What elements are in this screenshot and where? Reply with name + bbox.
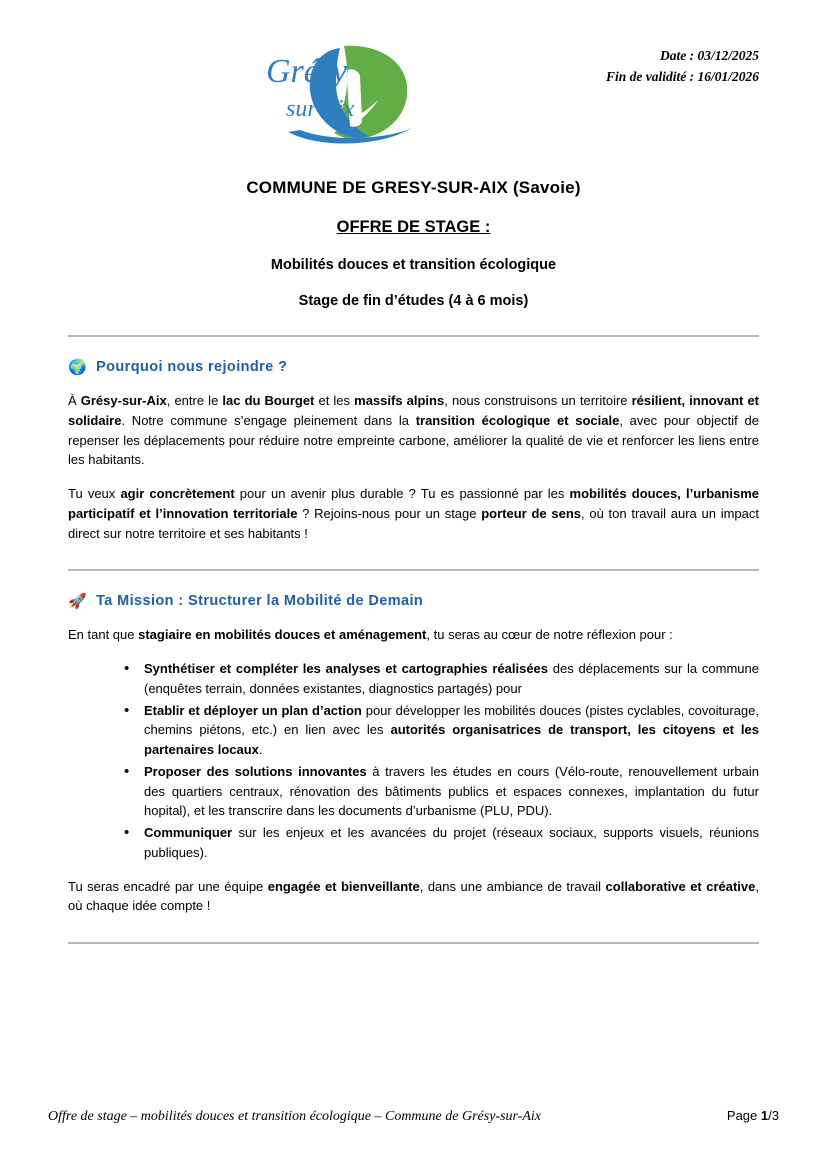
footer-text: Offre de stage – mobilités douces et transition écologique – Commune de Grésy-sur-Aix (48, 1109, 542, 1124)
document-header (68, 30, 759, 150)
rocket-icon: 🚀 (68, 592, 88, 610)
paragraph-mission-outro: Tu seras encadré par une équipe engagée et bienveillante, dans une ambiance de travail collaborative et créative, où chaque idée compte ! (68, 878, 759, 914)
date-block (606, 46, 759, 88)
section-heading-why-label: Pourquoi nous rejoindre ? (96, 359, 288, 375)
footer-page-total: 3 (771, 1108, 779, 1123)
section-why-join (68, 359, 759, 543)
list-item: • Synthétiser et compléter les analyses et cartographies réalisées des déplacements sur la commune (enquêtes terrain, données existantes, diagnostics partagés) pour (124, 659, 759, 699)
validity-label: Fin de validité : 16/01/2026 (606, 68, 759, 84)
logo-text-line2: sur Aix (286, 96, 355, 122)
offer-title: OFFRE DE STAGE : (336, 218, 491, 236)
section-heading-why (68, 359, 759, 375)
theme-title: Mobilités douces et transition écologique (270, 257, 557, 273)
logo-text-line1: Grésy (266, 53, 348, 90)
date-label: Date : 03/12/2025 (660, 48, 759, 63)
footer-page-indicator (727, 1108, 779, 1123)
divider-2 (68, 569, 759, 571)
section-heading-mission-label: Ta Mission : Structurer la Mobilité de Demain (96, 593, 424, 610)
divider-1 (68, 335, 759, 337)
footer-page-separator: / (768, 1108, 772, 1123)
list-item: • Communiquer sur les enjeux et les avancées du projet (réseaux sociaux, supports visuels, réunions publiques). (124, 823, 759, 863)
divider-3 (68, 942, 759, 944)
footer-page-current: 1 (760, 1108, 769, 1123)
section-heading-mission (68, 593, 759, 609)
globe-icon: 🌍 (68, 358, 88, 376)
section-mission (68, 593, 759, 916)
gresy-sur-aix-logo (248, 36, 438, 148)
duration-title: Stage de fin d’études (4 à 6 mois) (298, 293, 529, 309)
mission-bullet-list (68, 659, 759, 863)
paragraph-mission-intro: En tant que stagiaire en mobilités douces et aménagement, tu seras au cœur de notre réflexion pour : (68, 627, 673, 643)
list-item: • Etablir et déployer un plan d’action pour développer les mobilités douces (pistes cyclables, covoiturage, chemins piétons, etc.) en lien avec les autorités organisatrices de transport, les citoyens et les partenaires locaux. (124, 701, 759, 760)
title-block (68, 178, 759, 309)
commune-title: COMMUNE DE GRESY-SUR-AIX (Savoie) (246, 178, 581, 197)
list-item: • Proposer des solutions innovantes à travers les études en cours (Vélo-route, renouvellement urbain des quartiers centraux, rénovation des bâtiments publics et espaces connexes, implantation du futur hopital), et les transcrire dans les documents d’urbanisme (PLU, PDU). (124, 762, 759, 821)
paragraph-why-1: À Grésy-sur-Aix, entre le lac du Bourget et les massifs alpins, nous construisons un territoire résilient, innovant et solidaire. Notre commune s’engage pleinement dans la transition écologique et sociale, avec pour objectif de repenser les déplacements pour réduire notre empreinte carbone, améliorer la qualité de vie et renforcer les liens entre les habitants. (68, 393, 760, 468)
footer-page-label: Page (726, 1108, 758, 1123)
document-footer (48, 1108, 779, 1125)
paragraph-why-2: Tu veux agir concrètement pour un avenir plus durable ? Tu es passionné par les mobilités douces, l’urbanisme participatif et l’innovation territoriale ? Rejoins-nous pour un stage porteur de sens, où ton travail aura un impact direct sur notre territoire et ses habitants ! (68, 486, 759, 541)
